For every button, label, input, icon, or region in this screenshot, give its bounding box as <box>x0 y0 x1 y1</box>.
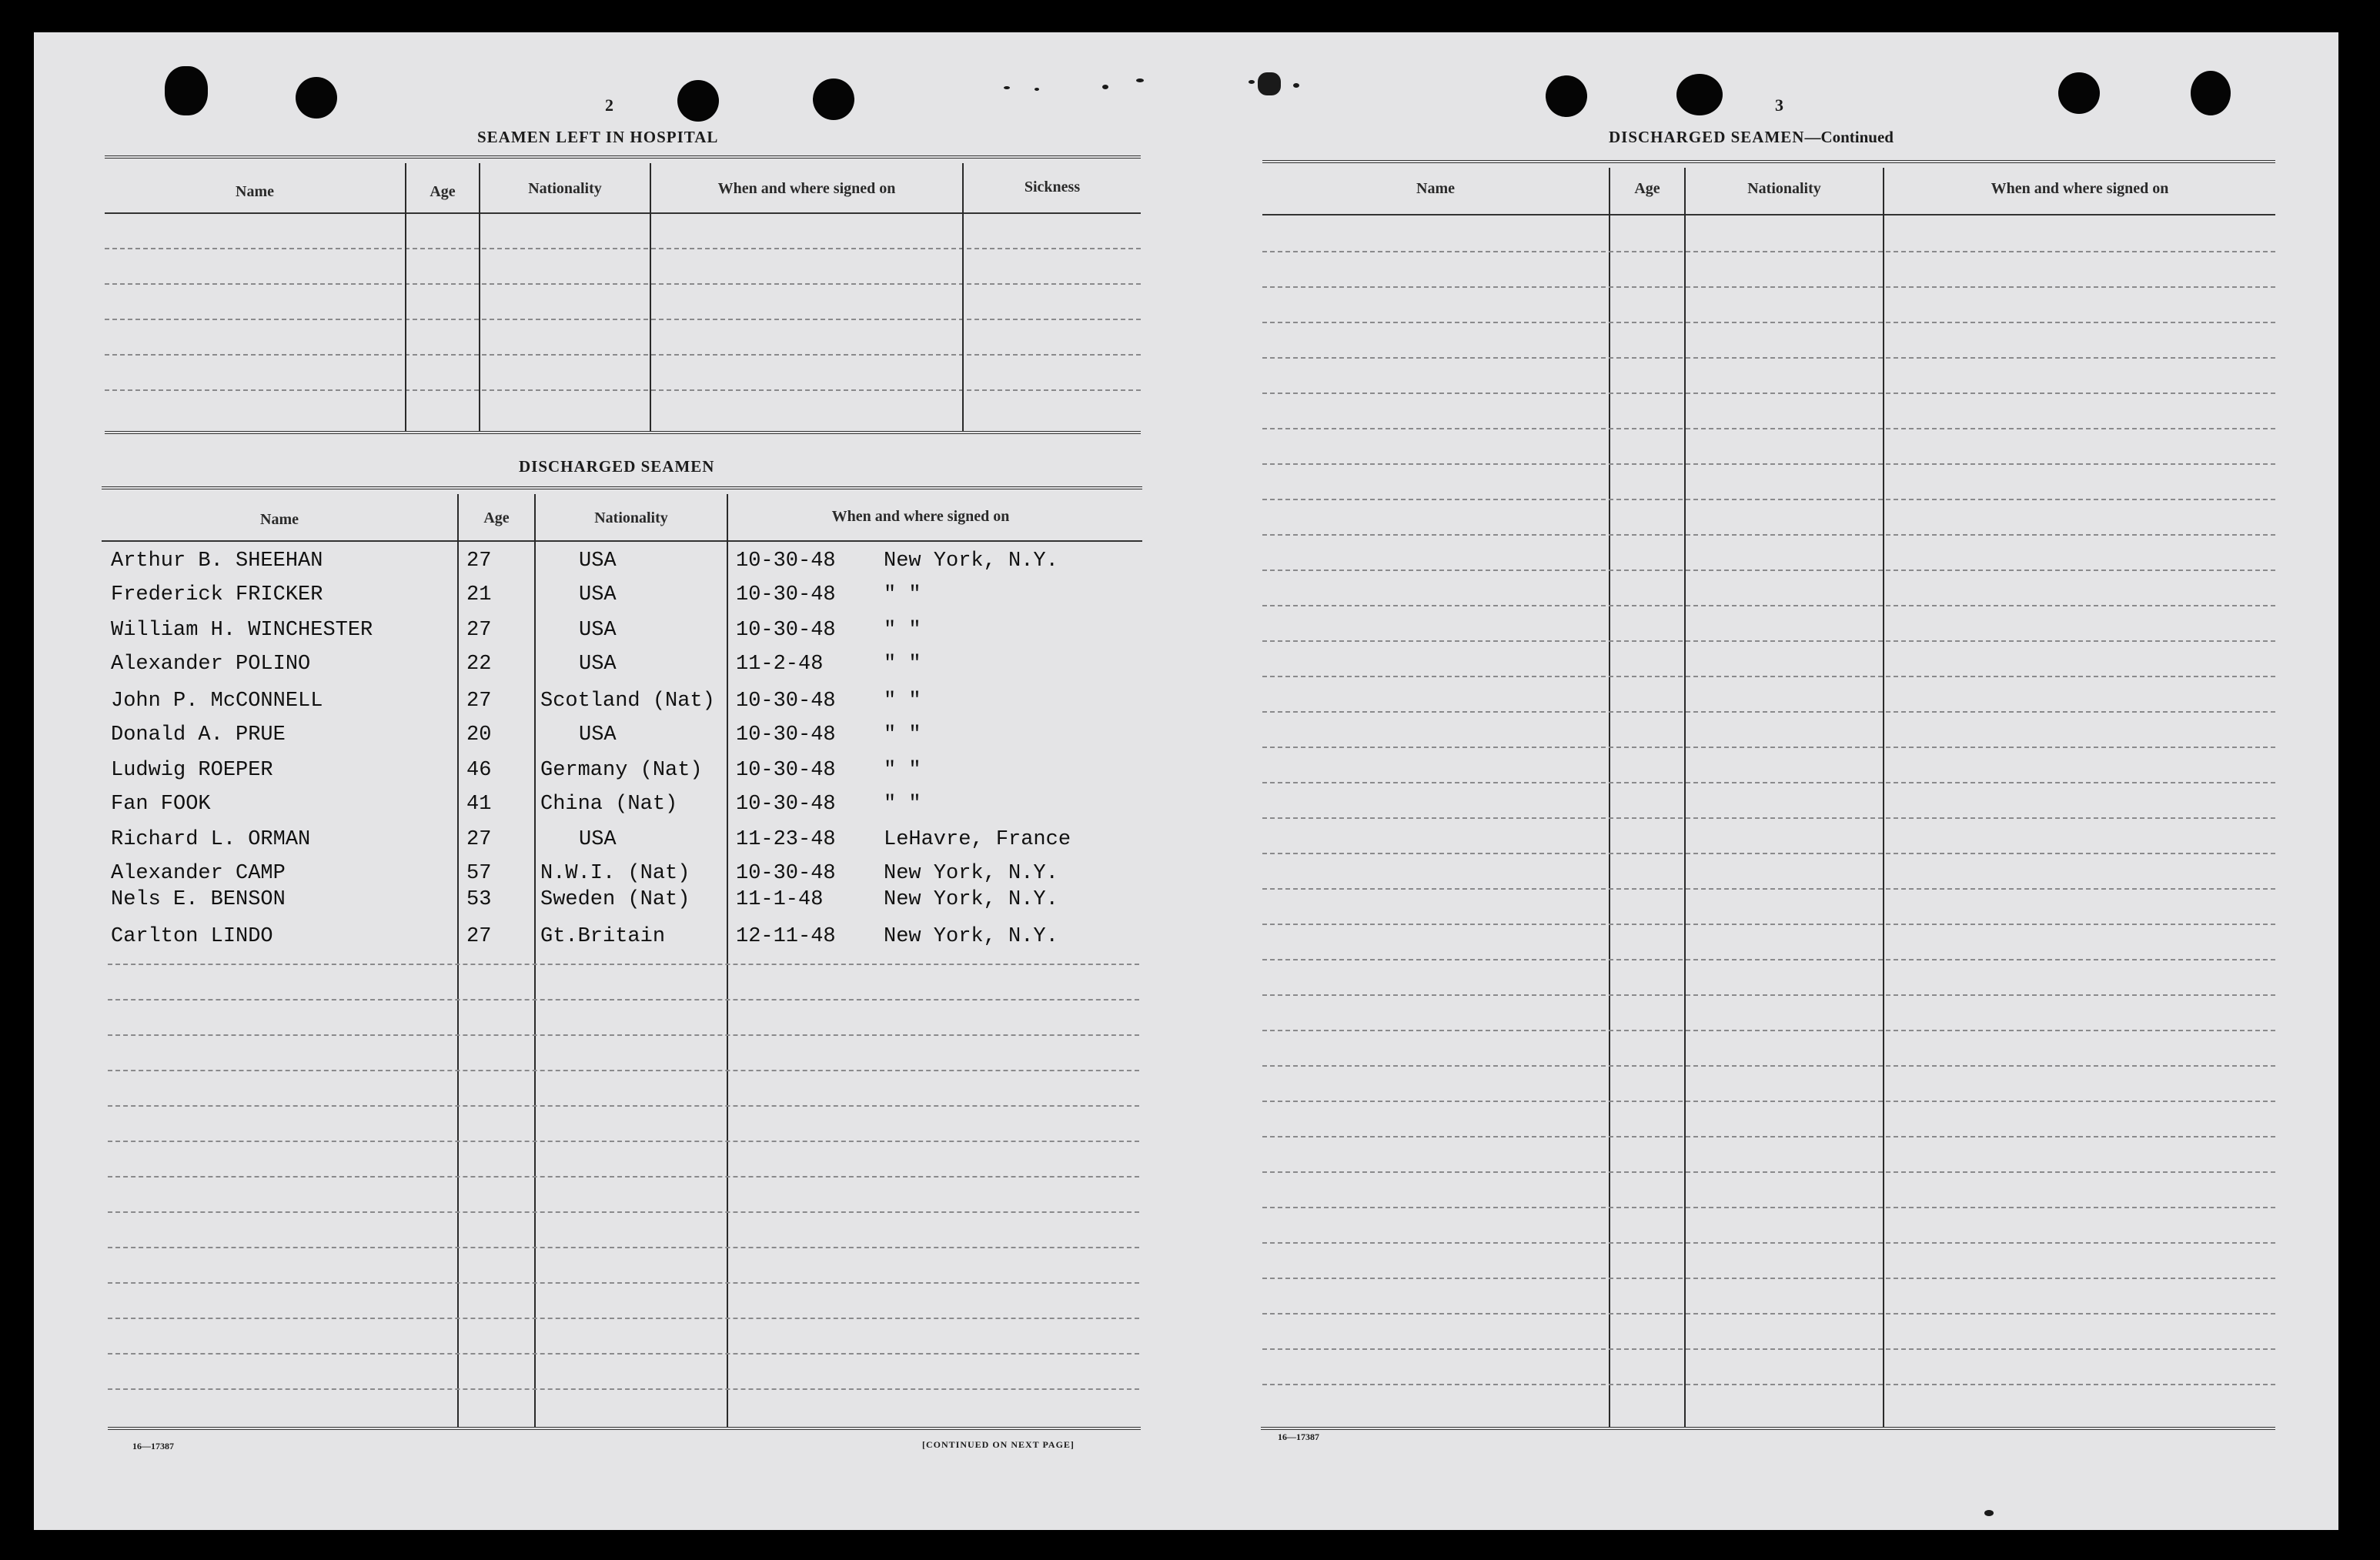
right-title-main: DISCHARGED SEAMEN <box>1609 128 1805 146</box>
cell-date: 10-30-48 <box>736 862 836 885</box>
ruling-line <box>1262 676 2275 677</box>
ruling-line <box>108 1070 1139 1071</box>
ink-speck <box>1136 79 1144 82</box>
ruling-line <box>1262 605 2275 606</box>
ruling-line <box>108 1247 1139 1248</box>
ruling-line <box>1262 570 2275 571</box>
cell-date: 11-23-48 <box>736 828 836 851</box>
form-number: 16—17387 <box>1278 1431 1319 1442</box>
ruling-line <box>1262 1207 2275 1208</box>
cell-date: 10-30-48 <box>736 619 836 642</box>
cell-place: " " <box>884 723 921 747</box>
ink-speck <box>1035 88 1039 91</box>
cell-nationality: USA <box>579 619 617 642</box>
column-header-sickness: Sickness <box>1024 179 1081 195</box>
cell-age: 27 <box>466 550 492 573</box>
cell-nationality: Gt.Britain <box>540 925 666 948</box>
discharged-section-title: DISCHARGED SEAMEN <box>519 457 715 476</box>
cell-place: " " <box>884 619 921 642</box>
cell-place: " " <box>884 690 921 713</box>
cell-nationality: Sweden (Nat) <box>540 888 690 911</box>
ruling-line <box>1262 1101 2275 1102</box>
cell-date: 10-30-48 <box>736 723 836 747</box>
hospital-section-title: SEAMEN LEFT IN HOSPITAL <box>477 128 719 146</box>
column-header-age: Age <box>1634 180 1660 197</box>
ruling-line <box>1262 711 2275 713</box>
ink-speck <box>1984 1510 1994 1516</box>
cell-nationality: China (Nat) <box>540 793 678 816</box>
ruling-line <box>1262 428 2275 429</box>
ruling-line <box>1262 534 2275 536</box>
ruling-line <box>108 1211 1139 1213</box>
column-header-name: Name <box>260 511 299 528</box>
cell-age: 57 <box>466 862 492 885</box>
ruling-line <box>1262 1384 2275 1385</box>
ruling-line <box>108 1353 1139 1355</box>
cell-nationality: USA <box>579 583 617 606</box>
punch-hole <box>677 80 719 122</box>
continued-note: [CONTINUED ON NEXT PAGE] <box>922 1439 1075 1450</box>
punch-hole <box>296 77 337 119</box>
cell-age: 27 <box>466 690 492 713</box>
punch-hole <box>813 79 854 120</box>
cell-nationality: USA <box>579 723 617 747</box>
ruling-line <box>108 1388 1139 1390</box>
punch-hole <box>2191 71 2231 115</box>
ruling-line <box>1262 640 2275 642</box>
form-number: 16—17387 <box>132 1441 174 1451</box>
punch-hole <box>1546 75 1587 117</box>
cell-age: 27 <box>466 619 492 642</box>
cell-age: 27 <box>466 828 492 851</box>
cell-place: " " <box>884 583 921 606</box>
ruling-line <box>108 1141 1139 1142</box>
cell-date: 10-30-48 <box>736 759 836 782</box>
left-page <box>34 32 1188 1530</box>
cell-place: " " <box>884 793 921 816</box>
cell-age: 53 <box>466 888 492 911</box>
column-header-signed-on: When and where signed on <box>831 508 1010 525</box>
ruling-line <box>1262 251 2275 252</box>
ruling-line <box>1262 393 2275 394</box>
ink-speck <box>1102 85 1108 89</box>
cell-place: New York, N.Y. <box>884 888 1058 911</box>
ruling-line <box>1262 747 2275 748</box>
ruling-line <box>1262 499 2275 500</box>
ruling-line <box>1262 1171 2275 1173</box>
ruling-line <box>1262 1278 2275 1279</box>
cell-nationality: Scotland (Nat) <box>540 690 715 713</box>
right-section-title <box>1609 128 1894 147</box>
ruling-line <box>1262 1065 2275 1067</box>
ruling-line <box>1262 853 2275 854</box>
cell-nationality: USA <box>579 653 617 676</box>
cell-date: 10-30-48 <box>736 690 836 713</box>
column-header-name: Name <box>1416 180 1455 197</box>
column-header-nationality: Nationality <box>1747 180 1821 197</box>
column-header-nationality: Nationality <box>528 180 602 197</box>
ruling-line <box>108 1318 1139 1319</box>
cell-age: 22 <box>466 653 492 676</box>
right-title-suffix: —Continued <box>1804 128 1894 146</box>
punch-hole <box>1676 74 1723 115</box>
ink-speck <box>1258 72 1281 95</box>
ruling-line <box>108 999 1139 1000</box>
ruling-line <box>1262 322 2275 323</box>
ruling-line <box>1262 1242 2275 1244</box>
column-header-signed-on: When and where signed on <box>717 180 896 197</box>
ruling-line <box>1262 994 2275 996</box>
punch-hole <box>2058 72 2100 114</box>
cell-name: Carlton LINDO <box>111 925 273 948</box>
ruling-line <box>1262 286 2275 288</box>
cell-name: Richard L. ORMAN <box>111 828 311 851</box>
cell-name: William H. WINCHESTER <box>111 619 373 642</box>
cell-nationality: USA <box>579 828 617 851</box>
ruling-line <box>1262 959 2275 960</box>
cell-date: 11-2-48 <box>736 653 824 676</box>
cell-place: LeHavre, France <box>884 828 1071 851</box>
cell-age: 27 <box>466 925 492 948</box>
ruling-line <box>1262 1136 2275 1137</box>
cell-date: 10-30-48 <box>736 550 836 573</box>
ruling-line <box>1262 1348 2275 1350</box>
ruling-line <box>1262 463 2275 465</box>
ruling-line <box>1262 924 2275 925</box>
ruling-line <box>1262 357 2275 359</box>
ruling-line <box>1262 888 2275 890</box>
cell-name: Nels E. BENSON <box>111 888 286 911</box>
cell-age: 21 <box>466 583 492 606</box>
ruling-line <box>1262 1313 2275 1314</box>
page-number: 3 <box>1775 95 1783 115</box>
column-header-nationality: Nationality <box>594 509 668 526</box>
cell-name: Arthur B. SHEEHAN <box>111 550 323 573</box>
cell-name: Frederick FRICKER <box>111 583 323 606</box>
cell-name: Donald A. PRUE <box>111 723 286 747</box>
ruling-line <box>108 1034 1139 1036</box>
ruling-line <box>108 1176 1139 1178</box>
ruling-line <box>1262 817 2275 819</box>
cell-age: 46 <box>466 759 492 782</box>
cell-place: New York, N.Y. <box>884 862 1058 885</box>
ruling-line <box>108 1282 1139 1284</box>
column-header-age: Age <box>483 509 510 526</box>
ruling-line <box>1262 1030 2275 1031</box>
punch-hole <box>165 66 208 115</box>
ink-speck <box>1293 83 1299 88</box>
cell-date: 10-30-48 <box>736 793 836 816</box>
column-header-name: Name <box>236 183 274 200</box>
ruling-line <box>108 1105 1139 1107</box>
cell-name: John P. McCONNELL <box>111 690 323 713</box>
cell-date: 11-1-48 <box>736 888 824 911</box>
cell-nationality: Germany (Nat) <box>540 759 703 782</box>
cell-place: New York, N.Y. <box>884 925 1058 948</box>
cell-place: New York, N.Y. <box>884 550 1058 573</box>
cell-nationality: USA <box>579 550 617 573</box>
ruling-line <box>108 964 1139 965</box>
column-header-age: Age <box>430 183 456 200</box>
ink-speck <box>1004 86 1010 89</box>
cell-name: Fan FOOK <box>111 793 211 816</box>
cell-place: " " <box>884 759 921 782</box>
cell-age: 20 <box>466 723 492 747</box>
cell-name: Ludwig ROEPER <box>111 759 273 782</box>
page-number: 2 <box>605 95 613 115</box>
cell-name: Alexander POLINO <box>111 653 311 676</box>
cell-date: 12-11-48 <box>736 925 836 948</box>
cell-name: Alexander CAMP <box>111 862 286 885</box>
cell-date: 10-30-48 <box>736 583 836 606</box>
column-header-signed-on: When and where signed on <box>1991 180 2169 197</box>
ruling-line <box>1262 782 2275 783</box>
ink-speck <box>1248 80 1255 84</box>
cell-place: " " <box>884 653 921 676</box>
cell-age: 41 <box>466 793 492 816</box>
cell-nationality: N.W.I. (Nat) <box>540 862 690 885</box>
right-page <box>1178 32 2338 1530</box>
